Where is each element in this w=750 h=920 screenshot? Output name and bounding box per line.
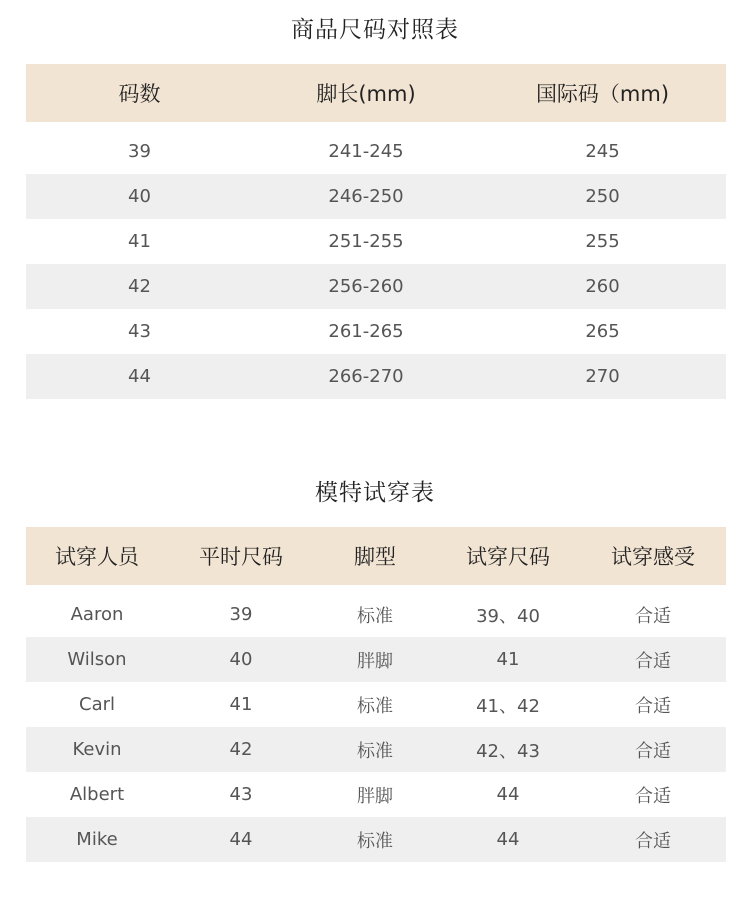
usual-size-cell: 40 xyxy=(229,649,253,670)
size-cell: 43 xyxy=(128,321,151,342)
model-fitting-table xyxy=(26,527,726,862)
intl-size-cell: 270 xyxy=(585,366,620,387)
table-row xyxy=(26,817,726,862)
usual-size-cell: 39 xyxy=(229,604,253,625)
tester-name-cell: Kevin xyxy=(72,739,122,760)
usual-size-cell: 41 xyxy=(229,694,253,715)
foot-length-cell: 266-270 xyxy=(328,366,404,387)
tester-name-cell: Aaron xyxy=(70,604,124,625)
tried-size-cell: 44 xyxy=(496,784,520,805)
table-row xyxy=(26,309,726,354)
column-header-intl-size: 国际码（mm) xyxy=(535,82,670,106)
foot-length-cell: 251-255 xyxy=(328,231,404,252)
table-row xyxy=(26,174,726,219)
tried-size-cell: 41 xyxy=(496,649,520,670)
tried-size-cell: 42、43 xyxy=(476,740,540,762)
foot-length-cell: 261-265 xyxy=(328,321,404,342)
model-table-title: 模特试穿表 xyxy=(315,480,435,506)
table-row xyxy=(26,219,726,264)
intl-size-cell: 255 xyxy=(585,231,620,252)
intl-size-cell: 265 xyxy=(585,321,620,342)
usual-size-cell: 42 xyxy=(229,739,253,760)
column-header-foot-length: 脚长(mm) xyxy=(316,82,416,106)
foot-type-cell: 标准 xyxy=(357,830,393,852)
fit-feeling-cell: 合适 xyxy=(635,740,671,762)
table-row xyxy=(26,772,726,817)
column-header-size: 码数 xyxy=(118,82,161,106)
fit-feeling-cell: 合适 xyxy=(635,830,671,852)
column-header-usual-size: 平时尺码 xyxy=(199,545,283,569)
column-header-fit-feeling: 试穿感受 xyxy=(611,545,695,569)
intl-size-cell: 260 xyxy=(585,276,620,297)
size-table-title: 商品尺码对照表 xyxy=(291,17,459,43)
foot-length-cell: 241-245 xyxy=(328,141,404,162)
tester-name-cell: Mike xyxy=(76,829,118,850)
size-cell: 42 xyxy=(128,276,151,297)
foot-length-cell: 256-260 xyxy=(328,276,404,297)
foot-type-cell: 标准 xyxy=(357,605,393,627)
foot-type-cell: 胖脚 xyxy=(357,785,393,807)
table-row xyxy=(26,354,726,399)
intl-size-cell: 250 xyxy=(585,186,620,207)
fit-feeling-cell: 合适 xyxy=(635,650,671,672)
tried-size-cell: 44 xyxy=(496,829,520,850)
table-row xyxy=(26,637,726,682)
usual-size-cell: 43 xyxy=(229,784,253,805)
foot-type-cell: 标准 xyxy=(357,740,393,762)
table-row xyxy=(26,727,726,772)
column-header-tried-size: 试穿尺码 xyxy=(466,545,550,569)
fit-feeling-cell: 合适 xyxy=(635,605,671,627)
fit-feeling-cell: 合适 xyxy=(635,695,671,717)
size-cell: 40 xyxy=(128,186,151,207)
foot-type-cell: 胖脚 xyxy=(357,650,393,672)
size-chart-table xyxy=(26,64,726,399)
foot-type-cell: 标准 xyxy=(357,695,393,717)
column-header-tester: 试穿人员 xyxy=(55,545,139,569)
tried-size-cell: 39、40 xyxy=(476,605,540,627)
table-row xyxy=(26,592,726,637)
tester-name-cell: Albert xyxy=(69,784,125,805)
foot-length-cell: 246-250 xyxy=(328,186,404,207)
size-cell: 41 xyxy=(128,231,151,252)
size-cell: 44 xyxy=(128,366,151,387)
tester-name-cell: Carl xyxy=(79,694,115,715)
size-cell: 39 xyxy=(128,141,151,162)
usual-size-cell: 44 xyxy=(229,829,253,850)
table-row xyxy=(26,129,726,174)
tester-name-cell: Wilson xyxy=(67,649,127,670)
tried-size-cell: 41、42 xyxy=(476,695,540,717)
table-header-row xyxy=(26,64,726,122)
column-header-foot-type: 脚型 xyxy=(354,545,396,569)
table-row xyxy=(26,264,726,309)
table-row xyxy=(26,682,726,727)
table-header-row xyxy=(26,527,726,585)
fit-feeling-cell: 合适 xyxy=(635,785,671,807)
intl-size-cell: 245 xyxy=(585,141,620,162)
